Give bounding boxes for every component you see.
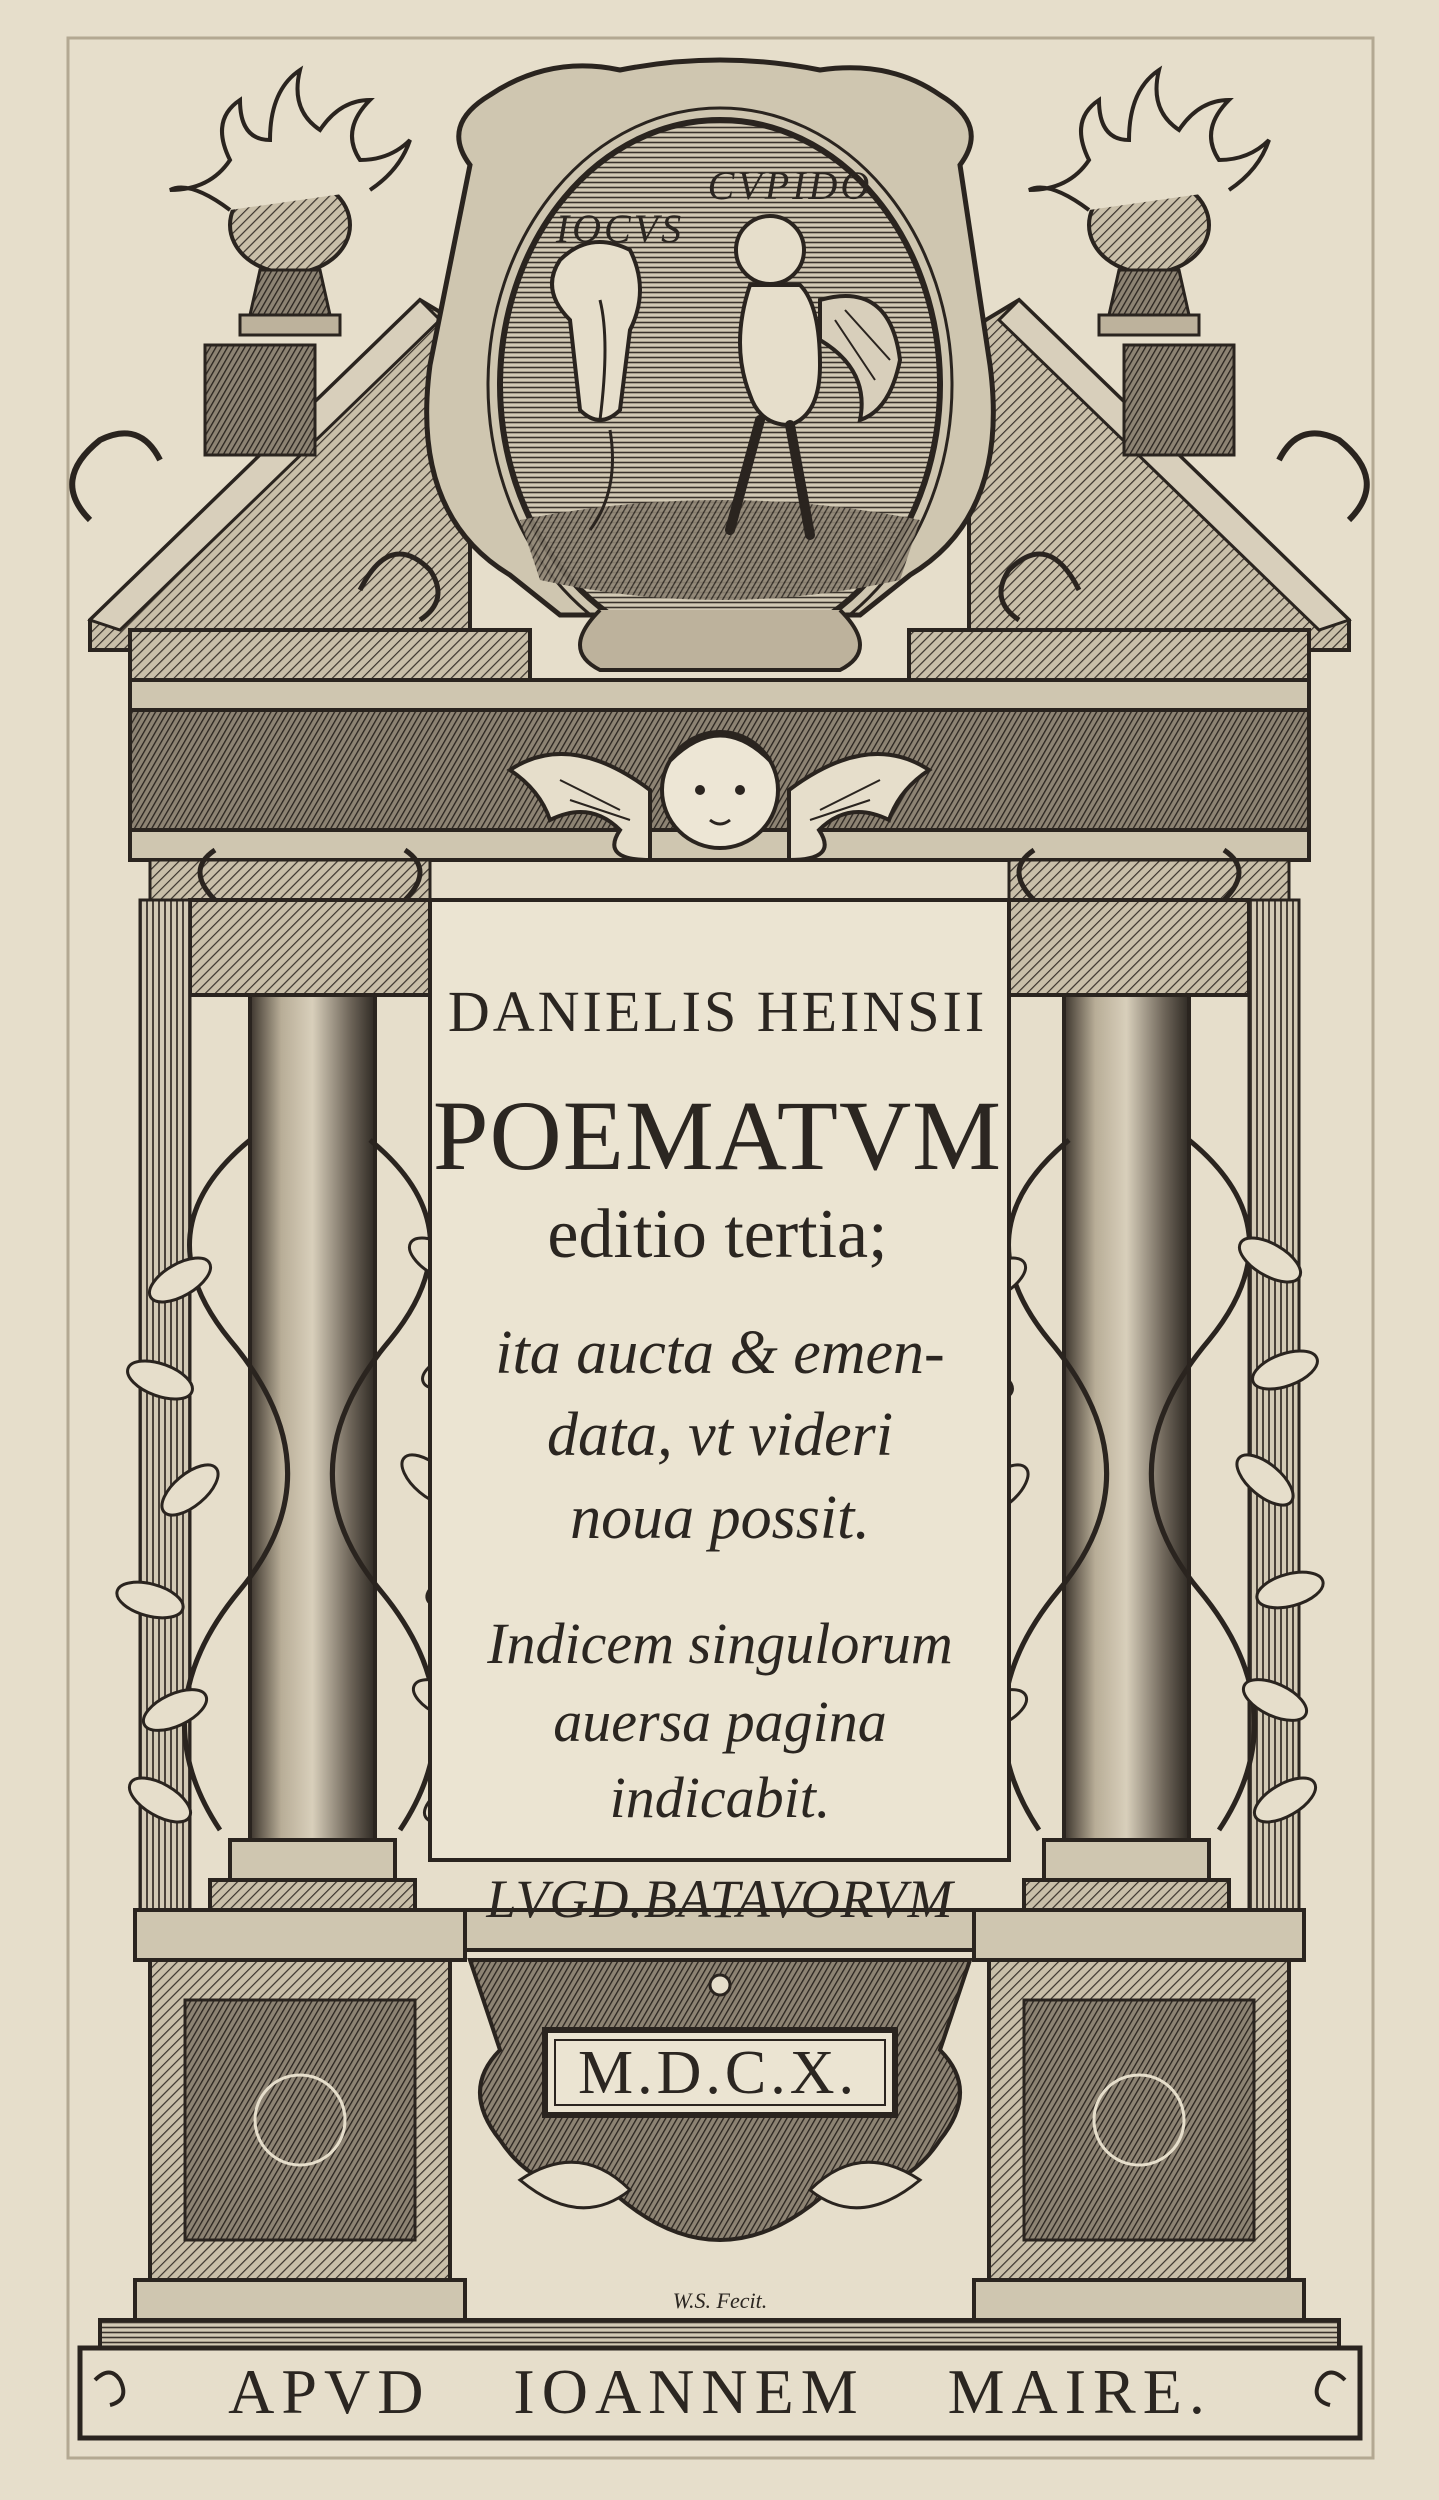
description-line: noua possit.: [570, 1484, 870, 1552]
publication-date: M.D.C.X.: [577, 2039, 859, 2107]
edition-statement: editio tertia;: [547, 1196, 888, 1273]
medallion-label-jocus: IOCVS: [555, 206, 685, 251]
pedestal-left: [135, 1910, 465, 2320]
publisher-imprint: APVD IOANNEM MAIRE.: [228, 2356, 1212, 2427]
index-note-line: Indicem singulorum: [487, 1611, 953, 1676]
pedestal-right: [974, 1910, 1304, 2320]
index-note-line: auersa pagina: [553, 1689, 887, 1754]
description-line: data, vt videri: [546, 1401, 894, 1469]
index-note-line: indicabit.: [609, 1765, 831, 1830]
description-line: ita aucta & emen-: [495, 1319, 945, 1387]
author-name: DANIELIS HEINSII: [447, 979, 988, 1044]
medallion-cartouche: [427, 60, 994, 670]
engraver-signature: W.S. Fecit.: [672, 2288, 768, 2313]
medallion-label-cupido: CVPIDO: [707, 163, 873, 208]
place-of-publication: LVGD.BATAVORVM: [486, 1869, 954, 1929]
book-title: POEMATVM: [432, 1080, 1003, 1191]
